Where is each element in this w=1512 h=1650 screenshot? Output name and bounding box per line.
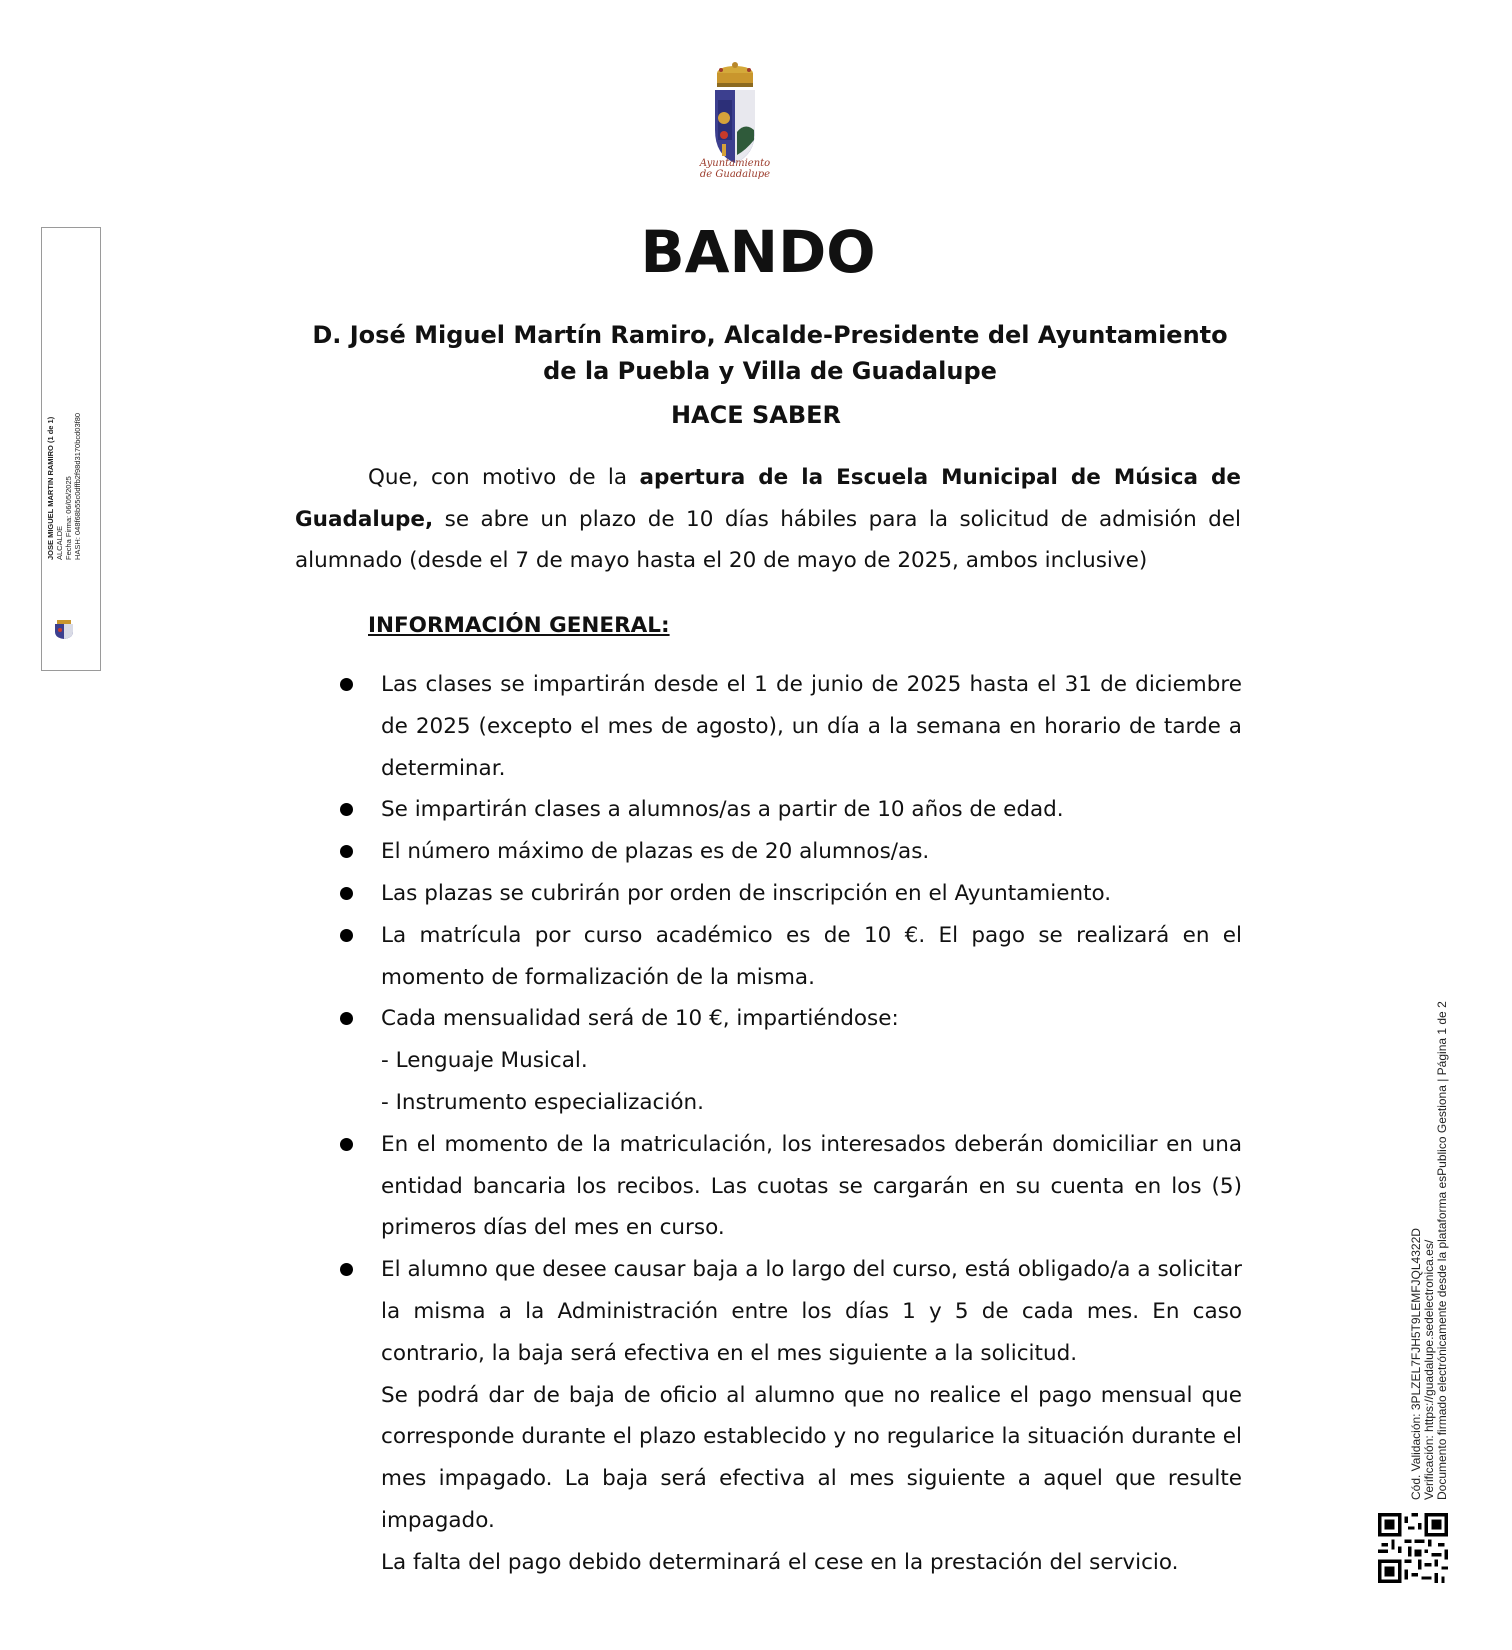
signature-crest-icon: [49, 618, 79, 640]
list-item: [340, 1124, 1242, 1249]
crest-caption-line2: de Guadalupe: [699, 169, 771, 180]
list-item: [340, 789, 1242, 831]
signature-date: Fecha Firma: 06/05/2025: [64, 476, 73, 560]
list-item: [340, 873, 1242, 915]
hace-saber-text: HACE SABER: [670, 401, 842, 429]
list-item: [340, 1249, 1242, 1583]
list-item-text: Las clases se impartirán desde el 1 de junio de 2025 hasta el 31 de diciembre de 2025 (excepto el mes de agosto), un día a la semana en horario de tarde a determinar.: [381, 672, 1242, 781]
verification-block: [1410, 940, 1449, 1500]
sub-item-lenguaje: - Lenguaje Musical.: [381, 1048, 588, 1074]
signature-details: [46, 360, 82, 560]
page-title-text: BANDO: [640, 218, 876, 286]
bullet-icon: [340, 845, 353, 858]
bullet-icon: [340, 887, 353, 900]
verification-url: Verificación: https://guadalupe.sedelectronica.es/: [1422, 1239, 1436, 1500]
crest-caption: [686, 158, 784, 180]
list-item: [340, 831, 1242, 873]
signer-role: ALCALDE: [55, 525, 64, 560]
issuer-heading: [290, 317, 1250, 389]
intro-rest: se abre un plazo de 10 días hábiles para la solicitud de admisión del alumnado (desde el 7 de mayo hasta el 20 de mayo de 2025, ambos inclusive): [295, 506, 1241, 573]
info-section-title: INFORMACIÓN GENERAL:: [368, 613, 670, 638]
signature-hash: HASH: 048f68b55c0dffb2f98d3170bcd03f80: [73, 412, 82, 560]
issuer-line2: de la Puebla y Villa de Guadalupe: [543, 357, 997, 385]
issuer-line1: D. José Miguel Martín Ramiro, Alcalde-Presidente del Ayuntamiento: [312, 321, 1228, 349]
bullet-icon: [340, 803, 353, 816]
list-item-text: Se impartirán clases a alumnos/as a partir de 10 años de edad.: [381, 797, 1064, 823]
list-item-text: El número máximo de plazas es de 20 alumnos/as.: [381, 839, 930, 865]
baja-paragraph-2: Se podrá dar de baja de oficio al alumno que no realice el pago mensual que corresponde durante el plazo establecido y no regularice la situación durante el mes impagado. La baja será efectiva al mes siguiente a aquel que resulte impagado.: [381, 1382, 1242, 1533]
list-item: [340, 664, 1242, 789]
info-list: [340, 664, 1242, 1584]
list-item: [340, 915, 1242, 999]
bullet-icon: [340, 1138, 353, 1151]
list-item-text: Las plazas se cubrirán por orden de inscripción en el Ayuntamiento.: [381, 880, 1112, 906]
list-item-text: El alumno que desee causar baja a lo largo del curso, está obligado/a a solicitar la misma a la Administración entre los días 1 y 5 de cada mes. En caso contrario, la baja será efectiva en el mes siguiente a la solicitud.: [381, 1257, 1242, 1366]
intro-paragraph: [295, 457, 1241, 582]
list-item-text: Cada mensualidad será de 10 €, impartiéndose:: [381, 1006, 899, 1032]
baja-paragraph-3: La falta del pago debido determinará el cese en la prestación del servicio.: [381, 1549, 1179, 1575]
list-item: [340, 998, 1242, 1123]
bullet-icon: [340, 1012, 353, 1025]
bullet-icon: [340, 929, 353, 942]
list-item-text: En el momento de la matriculación, los interesados deberán domiciliar en una entidad bancaria los recibos. Las cuotas se cargarán en su cuenta en los (5) primeros días del mes en curso.: [381, 1131, 1242, 1241]
qr-code-icon: [1378, 1513, 1448, 1583]
verification-note: Documento firmado electrónicamente desde la plataforma esPublico Gestiona | Página 1 de 2: [1435, 1001, 1449, 1500]
signer-name: JOSE MIGUEL MARTIN RAMIRO (1 de 1): [46, 416, 55, 560]
crest-caption-line1: Ayuntamiento: [699, 158, 771, 169]
sub-item-instrumento: - Instrumento especialización.: [381, 1089, 704, 1115]
page-title: [0, 218, 1512, 286]
validation-code: Cód. Validación: 3PLZEL7FJH5T9LEMFJQL4322D: [1409, 1228, 1423, 1500]
intro-lead: Que, con motivo de la: [368, 465, 640, 490]
bullet-icon: [340, 678, 353, 691]
hace-saber-heading: [0, 401, 1512, 429]
bullet-icon: [340, 1263, 353, 1276]
intro-bold: apertura de la Escuela Municipal de Música de Guadalupe,: [295, 465, 1241, 532]
list-item-text: La matrícula por curso académico es de 10 €. El pago se realizará en el momento de formalización de la misma.: [381, 922, 1242, 990]
